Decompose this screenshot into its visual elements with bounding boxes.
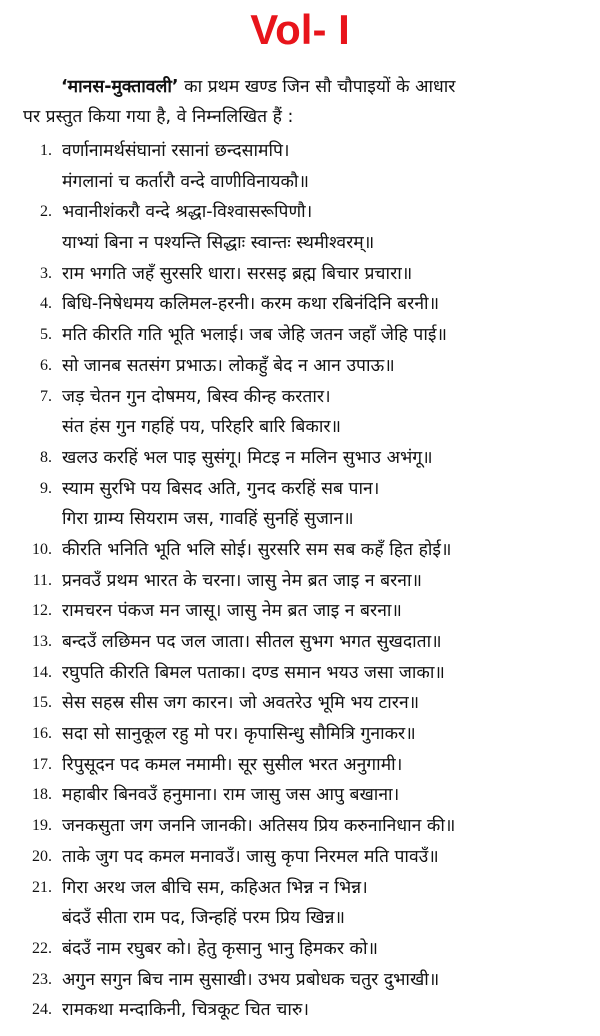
verse-list xyxy=(0,136,600,1026)
verse-line xyxy=(0,688,600,719)
verse-number: 10. xyxy=(32,540,52,558)
intro-line-1-rest: का प्रथम खण्ड जिन सौ चौपाइयों के आधार xyxy=(178,77,456,97)
verse-text: सदा सो सानुकूल रहु मो पर। कृपासिन्धु सौमित्रि गुनाकर॥ xyxy=(62,724,416,745)
verse-line xyxy=(0,351,600,382)
verse-number: 15. xyxy=(32,694,52,712)
verse-text: रामचरन पंकज मन जासू। जासु नेम ब्रत जाइ न बरना॥ xyxy=(62,601,402,622)
verse-number: 9. xyxy=(40,479,52,497)
verse-line xyxy=(0,596,600,627)
verse-text: बंदउँ सीता राम पद, जिन्हहिं परम प्रिय खिन्न॥ xyxy=(62,908,346,929)
verse-text: भवानीशंकरौ वन्दे श्रद्धा-विश्वासरूपिणौ। xyxy=(62,202,313,223)
verse-number: 5. xyxy=(40,326,52,344)
verse-number: 14. xyxy=(32,663,52,681)
verse-number: 13. xyxy=(32,633,52,650)
verse-text: जनकसुता जग जननि जानकी। अतिसय प्रिय करुनानिधान की॥ xyxy=(62,816,456,837)
verse-text: अगुन सगुन बिच नाम सुसाखी। उभय प्रबोधक चतुर दुभाखी॥ xyxy=(62,969,440,990)
verse-text: जड़ चेतन गुन दोषमय, बिस्व कीन्ह करतार। xyxy=(62,386,331,407)
verse-number: 12. xyxy=(32,602,52,620)
verse-line xyxy=(0,873,600,904)
verse-line xyxy=(0,934,600,965)
verse-text: सो जानब सतसंग प्रभाऊ। लोकहुँ बेद न आन उपाऊ॥ xyxy=(62,355,395,376)
verse-number: 23. xyxy=(32,970,52,988)
intro-paragraph xyxy=(23,72,583,132)
verse-number: 19. xyxy=(32,817,52,835)
verse-number: 1. xyxy=(40,142,52,159)
verse-line xyxy=(0,780,600,811)
verse-text: संत हंस गुन गहहिं पय, परिहरि बारि बिकार॥ xyxy=(62,417,342,438)
verse-text: याभ्यां बिना न पश्यन्ति सिद्धाः स्वान्तः स्थमीश्वरम्॥ xyxy=(62,233,375,254)
verse-line xyxy=(0,259,600,290)
verse-text: ताके जुग पद कमल मनावउँ। जासु कृपा निरमल मति पावउँ॥ xyxy=(62,846,439,867)
verse-line xyxy=(0,228,600,259)
intro-line-2: पर प्रस्तुत किया गया है, वे निम्नलिखित हैं : xyxy=(23,107,294,127)
verse-line xyxy=(0,965,600,996)
verse-number: 6. xyxy=(40,356,52,374)
verse-text: बिधि-निषेधमय कलिमल-हरनी। करम कथा रबिनंदिनि बरनी॥ xyxy=(62,294,440,315)
intro-line-1 xyxy=(23,72,583,102)
verse-number: 4. xyxy=(40,295,52,313)
verse-line xyxy=(0,197,600,228)
verse-number: 2. xyxy=(40,203,52,221)
verse-text: मति कीरति गति भूति भलाई। जब जेहि जतन जहाँ जेहि पाई॥ xyxy=(62,325,447,346)
verse-number: 11. xyxy=(32,571,52,589)
verse-line xyxy=(0,320,600,351)
verse-text: स्याम सुरभि पय बिसद अति, गुनद करहिं सब पान। xyxy=(62,478,380,499)
verse-line xyxy=(0,750,600,781)
verse-line xyxy=(0,382,600,413)
verse-text: मंगलानां च कर्तारौ वन्दे वाणीविनायकौ॥ xyxy=(62,171,309,192)
verse-text: कीरति भनिति भूति भलि सोई। सुरसरि सम सब कहँ हित होई॥ xyxy=(62,539,452,560)
book-name: ‘मानस-मुक्तावली’ xyxy=(61,77,179,97)
verse-line xyxy=(0,289,600,320)
verse-line xyxy=(0,167,600,198)
verse-line xyxy=(0,136,600,167)
verse-text: महाबीर बिनवउँ हनुमाना। राम जासु जस आपु बखाना। xyxy=(62,785,400,806)
verse-line xyxy=(0,811,600,842)
volume-title: Vol- I xyxy=(250,6,350,53)
verse-line xyxy=(0,504,600,535)
verse-text: बन्दउँ लछिमन पद जल जाता। सीतल सुभग भगत सुखदाता॥ xyxy=(62,632,442,652)
verse-text: खलउ करहिं भल पाइ सुसंगू। मिटइ न मलिन सुभाउ अभंगू॥ xyxy=(62,447,433,468)
verse-line xyxy=(0,903,600,934)
verse-text: बंदउँ नाम रघुबर को। हेतु कृसानु भानु हिमकर को॥ xyxy=(62,938,379,959)
verse-text: रघुपति कीरति बिमल पताका। दण्ड समान भयउ जसा जाका॥ xyxy=(62,662,445,683)
verse-number: 3. xyxy=(40,264,52,282)
verse-number: 7. xyxy=(40,387,52,405)
verse-number: 8. xyxy=(40,448,52,466)
verse-line xyxy=(0,443,600,474)
verse-number: 21. xyxy=(32,878,52,896)
verse-text: रामकथा मन्दाकिनी, चित्रकूट चित चारु। xyxy=(62,1000,309,1021)
verse-line xyxy=(0,995,600,1026)
verse-number: 16. xyxy=(32,725,52,743)
verse-number: 18. xyxy=(32,786,52,804)
verse-text: सेस सहस्र सीस जग कारन। जो अवतरेउ भूमि भय टारन॥ xyxy=(62,693,420,714)
verse-line xyxy=(0,474,600,505)
verse-line xyxy=(0,842,600,873)
verse-number: 24. xyxy=(32,1001,52,1019)
verse-text: गिरा अरथ जल बीचि सम, कहिअत भिन्न न भिन्न। xyxy=(62,877,368,898)
verse-number: 20. xyxy=(32,847,52,865)
verse-line xyxy=(0,535,600,566)
verse-number: 22. xyxy=(32,939,52,957)
verse-text: राम भगति जहँ सुरसरि धारा। सरसइ ब्रह्म बिचार प्रचारा॥ xyxy=(62,263,413,284)
verse-line xyxy=(0,719,600,750)
verse-text: वर्णानामर्थसंघानां रसानां छन्दसामपि। xyxy=(62,141,290,161)
verse-line xyxy=(0,566,600,597)
verse-text: रिपुसूदन पद कमल नमामी। सूर सुसील भरत अनुगामी। xyxy=(62,754,403,775)
verse-number: 17. xyxy=(32,755,52,773)
verse-text: गिरा ग्राम्य सियराम जस, गावहिं सुनहिं सुजान॥ xyxy=(62,509,354,530)
verse-line xyxy=(0,658,600,689)
verse-text: प्रनवउँ प्रथम भारत के चरना। जासु नेम ब्रत जाइ न बरना॥ xyxy=(62,570,422,591)
verse-line xyxy=(0,412,600,443)
verse-line xyxy=(0,627,600,658)
